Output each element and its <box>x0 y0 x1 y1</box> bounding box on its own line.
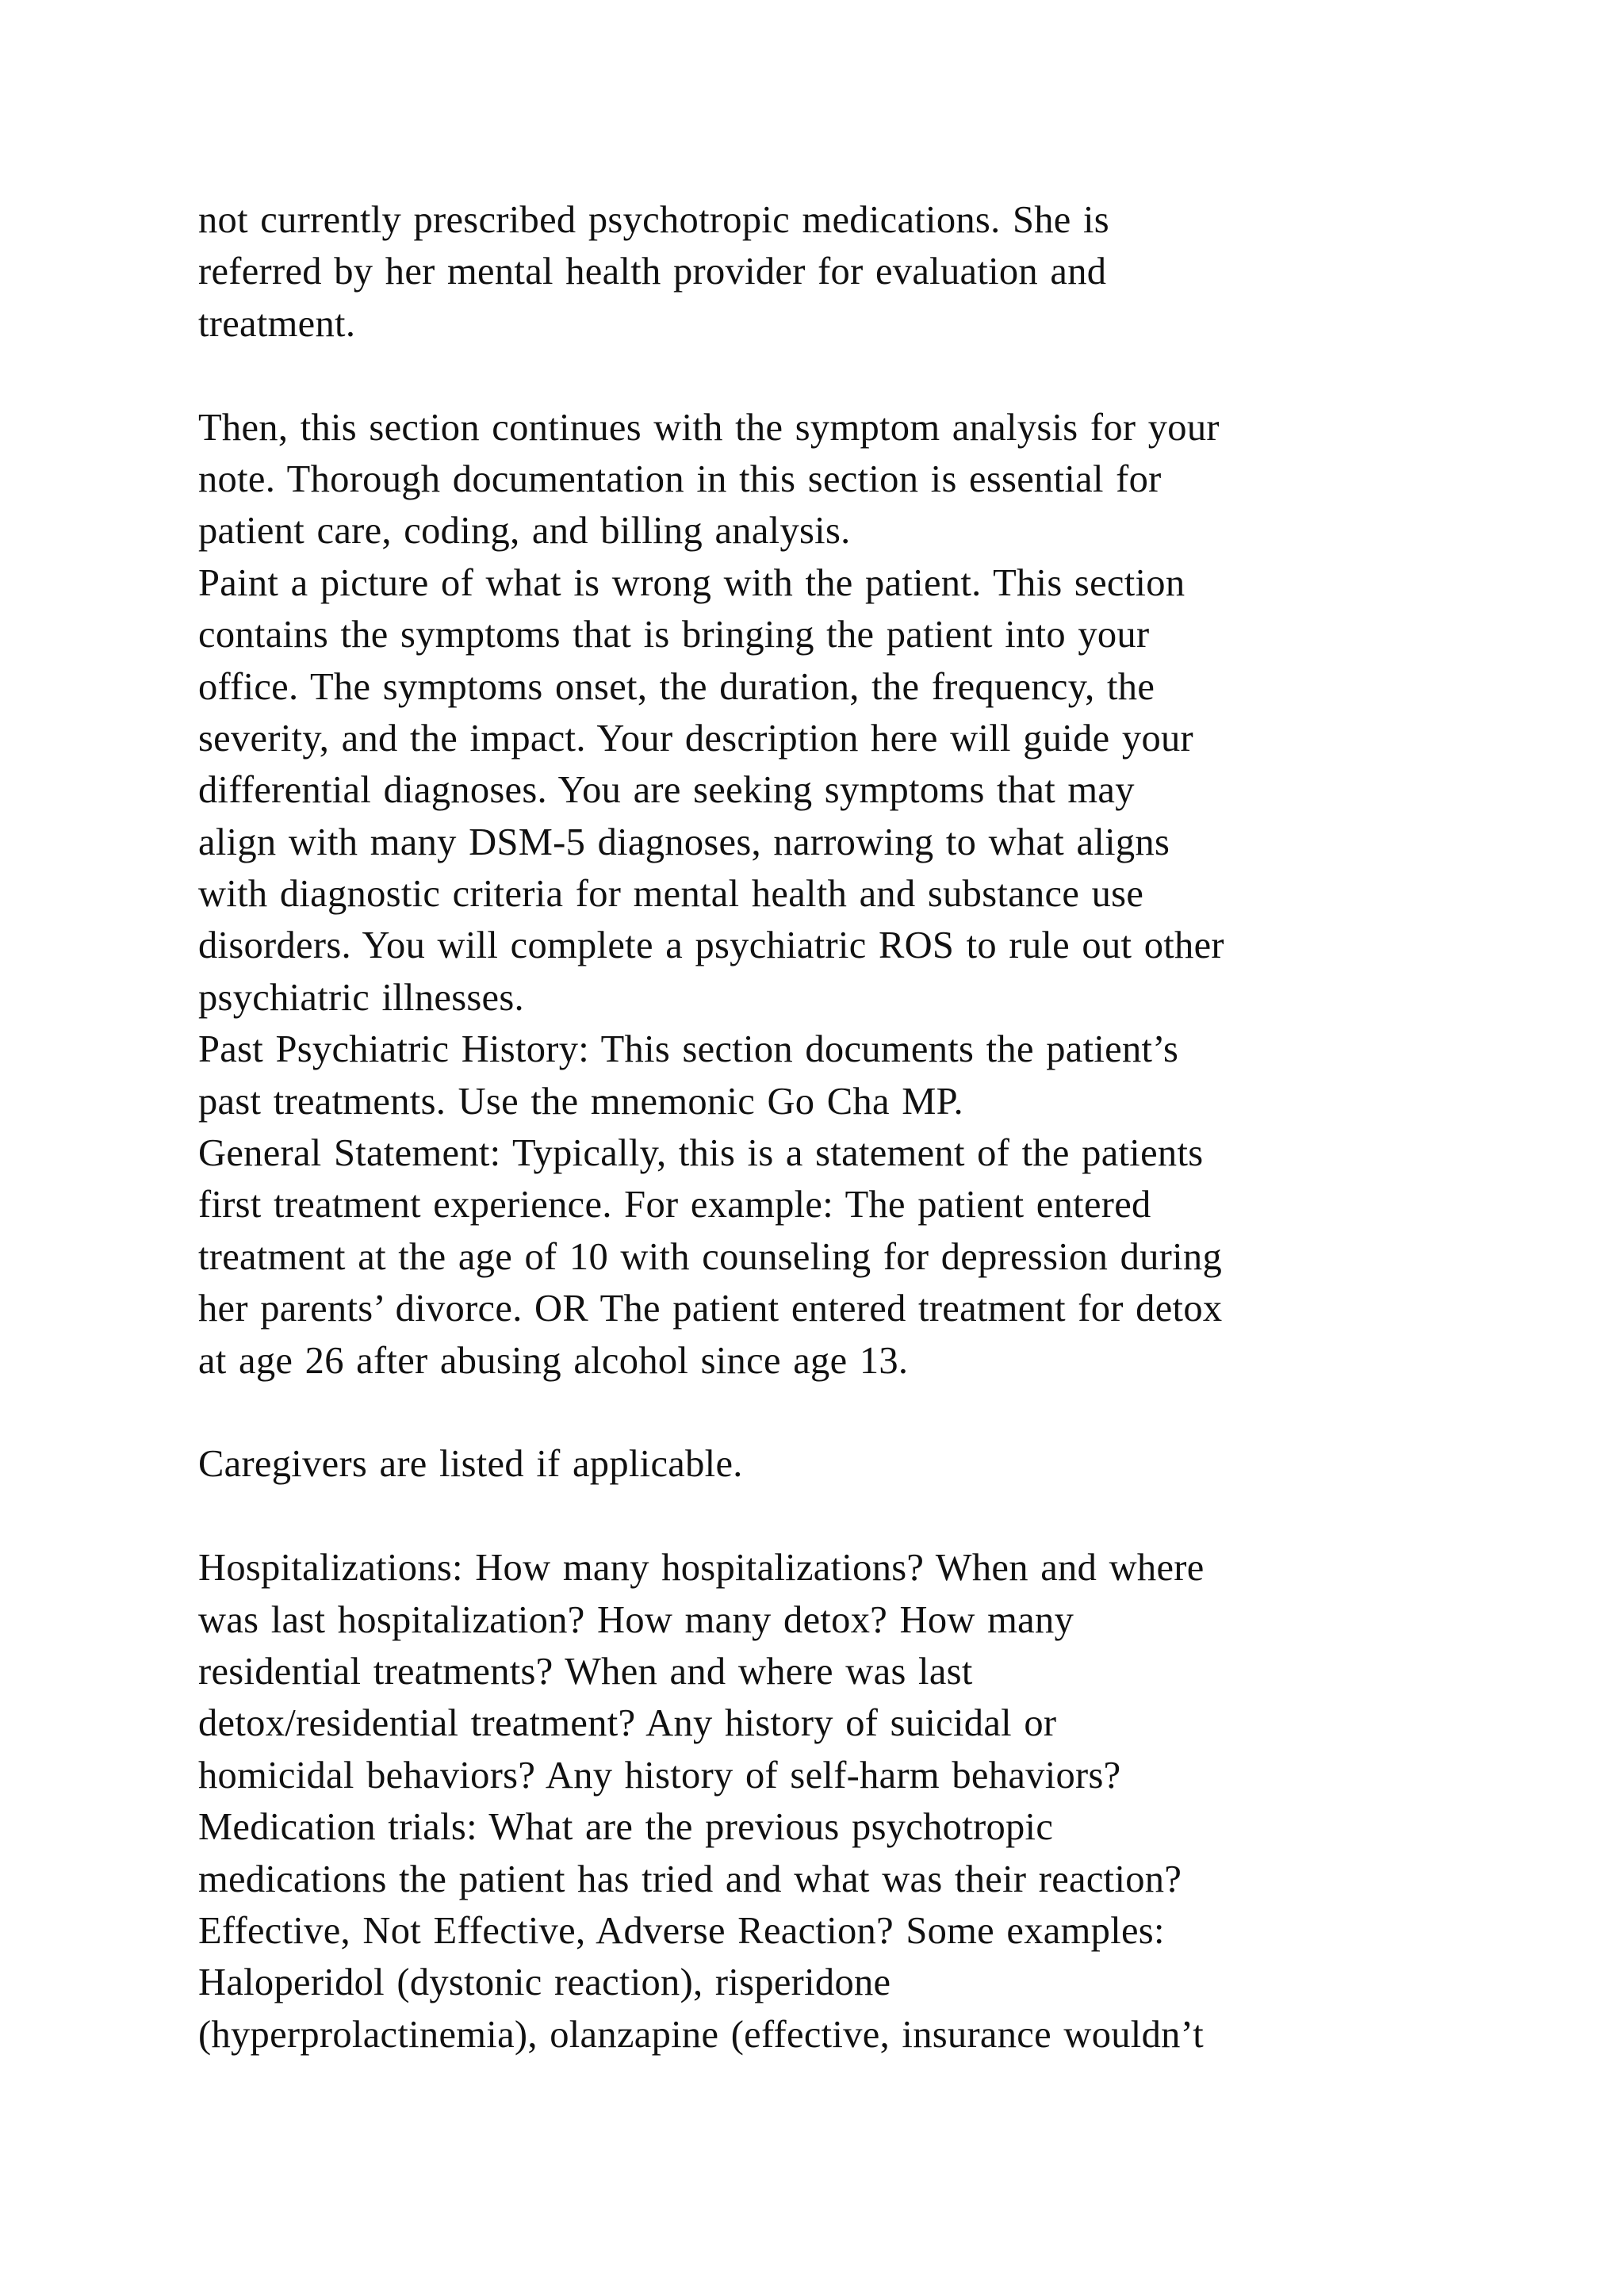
document-body <box>198 194 1499 2061</box>
text-line: detox/residential treatment? Any history of suicidal or <box>198 1702 1057 1745</box>
text-line: Hospitalizations: How many hospitalizations? When and where <box>198 1547 1205 1590</box>
text-line: Medication trials: What are the previous psychotropic <box>198 1806 1054 1849</box>
text-line: was last hospitalization? How many detox? How many <box>198 1598 1074 1641</box>
text-line: her parents’ divorce. OR The patient entered treatment for detox <box>198 1288 1223 1330</box>
text-line: not currently prescribed psychotropic medications. She is <box>198 199 1109 241</box>
text-line: psychiatric illnesses. <box>198 976 524 1019</box>
text-line: Caregivers are listed if applicable. <box>198 1443 743 1486</box>
text-line: treatment at the age of 10 with counseling for depression during <box>198 1235 1222 1278</box>
text-line: Past Psychiatric History: This section documents the patient’s <box>198 1028 1179 1071</box>
text-line: past treatments. Use the mnemonic Go Cha MP. <box>198 1080 963 1123</box>
text-line: Haloperidol (dystonic reaction), risperidone <box>198 1961 891 2004</box>
text-line: with diagnostic criteria for mental health and substance use <box>198 873 1144 916</box>
text-line: note. Thorough documentation in this section is essential for <box>198 457 1162 500</box>
text-line: at age 26 after abusing alcohol since age 13. <box>198 1339 909 1382</box>
text-line: patient care, coding, and billing analysis. <box>198 510 851 553</box>
text-line: differential diagnoses. You are seeking symptoms that may <box>198 769 1135 812</box>
text-line: General Statement: Typically, this is a statement of the patients <box>198 1132 1204 1175</box>
text-line: Effective, Not Effective, Adverse Reaction? Some examples: <box>198 1909 1165 1952</box>
text-line: medications the patient has tried and what was their reaction? <box>198 1858 1182 1900</box>
text-line: Paint a picture of what is wrong with the patient. This section <box>198 561 1185 604</box>
blank-line <box>198 1490 1499 1542</box>
text-line: disorders. You will complete a psychiatric ROS to rule out other <box>198 924 1224 967</box>
text-line: referred by her mental health provider for evaluation and <box>198 251 1107 293</box>
text-line: contains the symptoms that is bringing the patient into your <box>198 614 1150 656</box>
text-line: align with many DSM-5 diagnoses, narrowing to what aligns <box>198 821 1170 863</box>
text-line: homicidal behaviors? Any history of self-harm behaviors? <box>198 1754 1121 1797</box>
text-line: treatment. <box>198 302 356 345</box>
text-line: office. The symptoms onset, the duration, the frequency, the <box>198 665 1155 708</box>
blank-line <box>198 1387 1499 1438</box>
text-line: Then, this section continues with the symptom analysis for your <box>198 406 1220 449</box>
text-line: severity, and the impact. Your description here will guide your <box>198 717 1193 760</box>
text-line: (hyperprolactinemia), olanzapine (effective, insurance wouldn’t <box>198 2013 1205 2056</box>
text-line: residential treatments? When and where was last <box>198 1650 973 1693</box>
text-line: first treatment experience. For example: The patient entered <box>198 1184 1151 1226</box>
blank-line <box>198 350 1499 401</box>
